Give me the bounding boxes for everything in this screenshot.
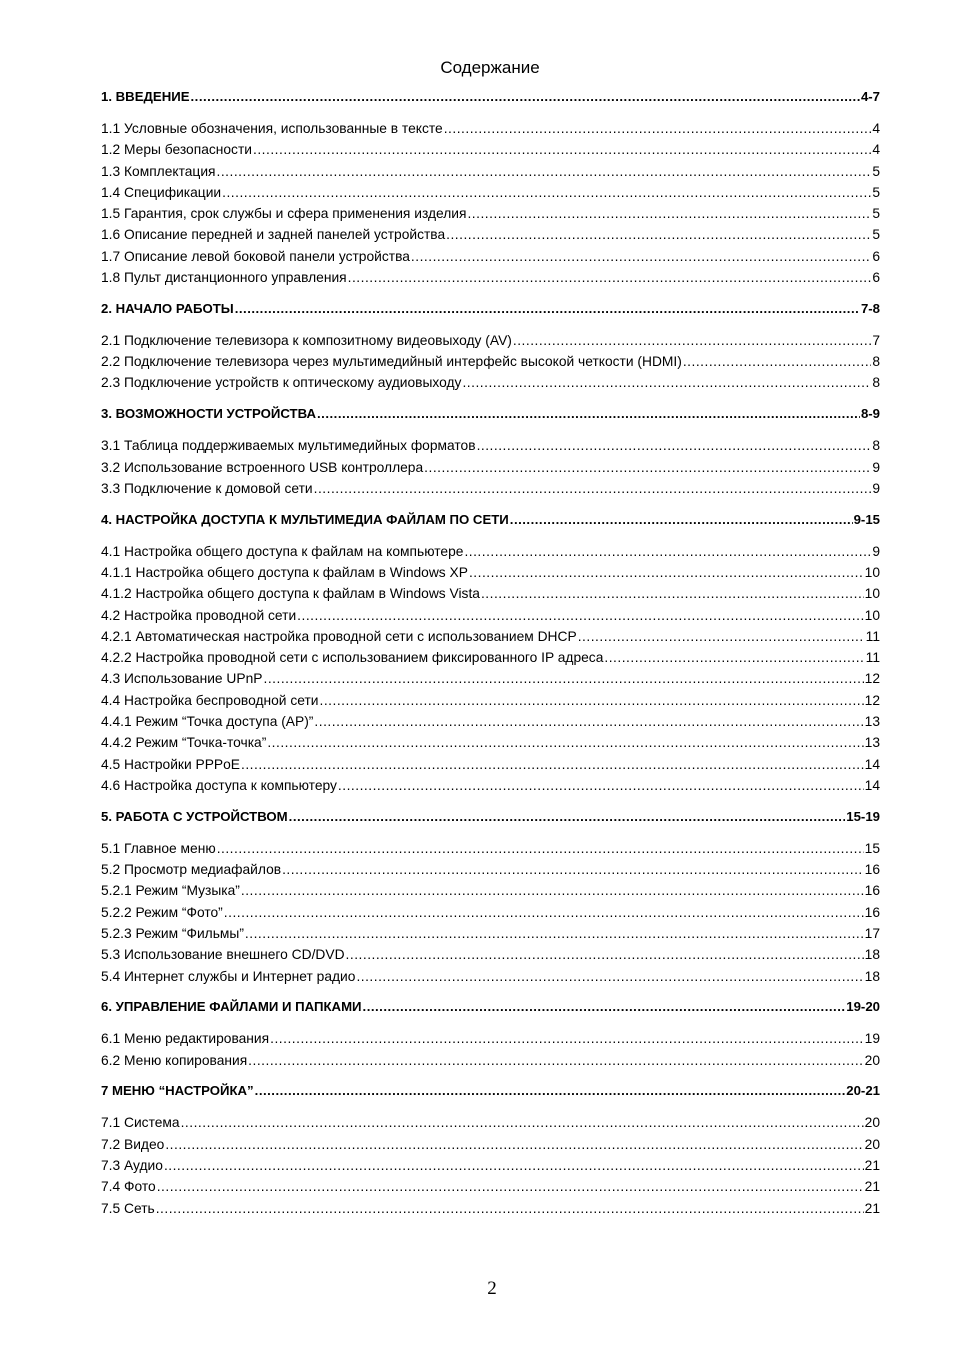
toc-entry-page: 16 xyxy=(864,883,880,899)
toc-entry-page: 6 xyxy=(872,270,880,286)
toc-entry-page: 6 xyxy=(872,248,880,264)
page-number: 2 xyxy=(487,1278,497,1299)
toc-leader-dots xyxy=(411,246,871,267)
toc-entry[interactable] xyxy=(101,203,880,224)
toc-section-heading[interactable] xyxy=(101,298,880,319)
toc-entry[interactable] xyxy=(101,224,880,245)
toc-entry-text: 2.2 Подключение телевизора через мультимедийный интерфейс высокой четкости (HDMI) xyxy=(101,354,682,370)
toc-section xyxy=(101,1080,880,1218)
toc-entry-page: 20 xyxy=(864,1052,880,1068)
toc-leader-dots xyxy=(578,626,865,647)
toc-heading-text: 5. РАБОТА С УСТРОЙСТВОМ xyxy=(101,808,288,824)
toc-entry-page: 18 xyxy=(864,947,880,963)
toc-leader-dots xyxy=(156,1198,864,1219)
toc-entry[interactable] xyxy=(101,351,880,372)
toc-leader-dots xyxy=(424,457,871,478)
toc-entry[interactable] xyxy=(101,1050,880,1071)
toc-entry-page: 14 xyxy=(864,756,880,772)
toc-entry-page: 4 xyxy=(872,121,880,136)
toc-entry-page: 8 xyxy=(872,438,880,454)
toc-leader-dots xyxy=(363,996,846,1017)
toc-leader-dots xyxy=(289,806,846,827)
toc-entry-page: 20 xyxy=(864,1115,880,1131)
toc-entry-text: 5.2.3 Режим “Фильмы” xyxy=(101,925,244,941)
toc-leader-dots xyxy=(469,562,864,583)
toc-entry-text: 3.2 Использование встроенного USB контроллера xyxy=(101,459,424,475)
toc-entry-page: 13 xyxy=(864,714,880,730)
toc-entry-text: 4.2 Настройка проводной сети xyxy=(101,607,297,623)
toc-entry-text: 5.3 Использование внешнего CD/DVD xyxy=(101,947,345,963)
toc-entry[interactable] xyxy=(101,732,880,753)
toc-leader-dots xyxy=(444,118,872,139)
toc-entry-text: 1.1 Условные обозначения, использованные в тексте xyxy=(101,121,443,136)
toc-heading-pages: 15-19 xyxy=(846,808,880,824)
toc-leader-dots xyxy=(181,1112,864,1133)
toc-entry-page: 5 xyxy=(872,184,880,200)
toc-entry[interactable] xyxy=(101,859,880,880)
toc-entry[interactable] xyxy=(101,478,880,499)
toc-section xyxy=(101,86,880,288)
toc-section-heading[interactable] xyxy=(101,509,880,530)
toc-entry-page: 14 xyxy=(864,777,880,793)
toc-entry[interactable] xyxy=(101,923,880,944)
toc-entry-text: 5.2.2 Режим “Фото” xyxy=(101,904,223,920)
toc-leader-dots xyxy=(338,775,864,796)
toc-entry-text: 3.1 Таблица поддерживаемых мультимедийных форматов xyxy=(101,438,476,454)
toc-entry-page: 9 xyxy=(872,543,880,559)
toc-entry-text: 5.1 Главное меню xyxy=(101,840,216,856)
toc-entry[interactable] xyxy=(101,457,880,478)
table-of-contents xyxy=(101,86,880,1228)
toc-entry-text: 4.4.1 Режим “Точка доступа (AP)” xyxy=(101,714,314,730)
toc-entry[interactable] xyxy=(101,902,880,923)
toc-entry-page: 7 xyxy=(872,332,880,348)
toc-entry-text: 5.2.1 Режим “Музыка” xyxy=(101,883,240,899)
toc-leader-dots xyxy=(282,859,864,880)
toc-leader-dots xyxy=(481,583,864,604)
toc-entry-page: 19 xyxy=(864,1031,880,1047)
toc-entry-text: 5.2 Просмотр медиафайлов xyxy=(101,862,282,878)
toc-entry-text: 4.3 Использование UPnP xyxy=(101,671,263,687)
toc-entry[interactable] xyxy=(101,1028,880,1049)
toc-leader-dots xyxy=(222,182,871,203)
toc-leader-dots xyxy=(464,541,871,562)
toc-entry-text: 7.5 Сеть xyxy=(101,1200,155,1216)
toc-leader-dots xyxy=(217,161,872,182)
toc-entry-text: 3.3 Подключение к домовой сети xyxy=(101,480,313,496)
toc-entry[interactable] xyxy=(101,541,880,562)
toc-entry-page: 21 xyxy=(864,1157,880,1173)
toc-entry[interactable] xyxy=(101,118,880,139)
toc-entry-text: 4.4 Настройка беспроводной сети xyxy=(101,692,319,708)
toc-entry-page: 10 xyxy=(864,586,880,602)
toc-leader-dots xyxy=(314,711,863,732)
toc-entry-text: 1.7 Описание левой боковой панели устройства xyxy=(101,248,410,264)
toc-entry-page: 21 xyxy=(864,1200,880,1216)
toc-entry[interactable] xyxy=(101,139,880,160)
toc-entry-text: 2.1 Подключение телевизора к композитному видеовыходу (AV) xyxy=(101,332,512,348)
toc-heading-pages: 4-7 xyxy=(860,89,880,104)
toc-entry[interactable] xyxy=(101,1112,880,1133)
toc-leader-dots xyxy=(235,298,860,319)
toc-leader-dots xyxy=(319,690,863,711)
toc-entry-text: 4.1.2 Настройка общего доступа к файлам в Windows Vista xyxy=(101,586,480,602)
toc-entry-page: 16 xyxy=(864,904,880,920)
toc-leader-dots xyxy=(241,754,864,775)
toc-entry-page: 8 xyxy=(872,375,880,391)
toc-leader-dots xyxy=(245,923,864,944)
toc-entry[interactable] xyxy=(101,754,880,775)
toc-leader-dots xyxy=(513,330,871,351)
toc-leader-dots xyxy=(510,509,853,530)
toc-entry-page: 11 xyxy=(865,628,880,644)
toc-heading-pages: 20-21 xyxy=(846,1083,880,1099)
toc-entry-text: 1.5 Гарантия, срок службы и сфера применения изделия xyxy=(101,206,467,222)
toc-leader-dots xyxy=(157,1176,864,1197)
toc-leader-dots xyxy=(217,838,864,859)
toc-entry-text: 1.2 Меры безопасности xyxy=(101,142,252,158)
toc-entry-page: 18 xyxy=(864,968,880,984)
toc-entry[interactable] xyxy=(101,161,880,182)
toc-entry[interactable] xyxy=(101,690,880,711)
toc-entry-text: 4.1 Настройка общего доступа к файлам на компьютере xyxy=(101,543,464,559)
toc-section-heading[interactable] xyxy=(101,806,880,827)
toc-section-heading[interactable] xyxy=(101,403,880,424)
toc-leader-dots xyxy=(267,732,863,753)
toc-entry-page: 9 xyxy=(872,459,880,475)
toc-entry-text: 4.6 Настройка доступа к компьютеру xyxy=(101,777,337,793)
toc-entry-page: 5 xyxy=(872,227,880,243)
toc-section xyxy=(101,806,880,987)
toc-leader-dots xyxy=(467,203,871,224)
page-title: Содержание xyxy=(440,58,540,77)
toc-entry[interactable] xyxy=(101,1155,880,1176)
toc-entry[interactable] xyxy=(101,711,880,732)
toc-entry-page: 10 xyxy=(864,564,880,580)
toc-heading-pages: 8-9 xyxy=(860,406,880,422)
toc-leader-dots xyxy=(255,1080,846,1101)
toc-entry[interactable] xyxy=(101,562,880,583)
toc-entry[interactable] xyxy=(101,668,880,689)
toc-leader-dots xyxy=(462,372,871,393)
toc-leader-dots xyxy=(356,966,863,987)
toc-entry-page: 4 xyxy=(872,142,880,158)
toc-section xyxy=(101,509,880,797)
toc-entry[interactable] xyxy=(101,1134,880,1155)
toc-leader-dots xyxy=(253,139,871,160)
toc-entry[interactable] xyxy=(101,246,880,267)
toc-leader-dots xyxy=(348,267,872,288)
toc-entry-text: 5.4 Интернет службы и Интернет радио xyxy=(101,968,356,984)
toc-section-heading[interactable] xyxy=(101,996,880,1017)
toc-entry-page: 13 xyxy=(864,735,880,751)
toc-entry-page: 20 xyxy=(864,1136,880,1152)
toc-leader-dots xyxy=(683,351,871,372)
toc-entry[interactable] xyxy=(101,1198,880,1219)
toc-entry-text: 4.1.1 Настройка общего доступа к файлам в Windows XP xyxy=(101,564,468,580)
toc-entry-page: 8 xyxy=(872,354,880,370)
toc-leader-dots xyxy=(604,647,864,668)
toc-entry[interactable] xyxy=(101,966,880,987)
toc-entry[interactable] xyxy=(101,775,880,796)
toc-entry-text: 4.2.2 Настройка проводной сети с использованием фиксированного IP адреса xyxy=(101,650,604,666)
toc-heading-text: 4. НАСТРОЙКА ДОСТУПА К МУЛЬТИМЕДИА ФАЙЛАМ ПО СЕТИ xyxy=(101,511,509,527)
toc-entry[interactable] xyxy=(101,372,880,393)
toc-heading-pages: 7-8 xyxy=(860,300,880,316)
toc-entry-page: 15 xyxy=(864,840,880,856)
toc-leader-dots xyxy=(346,944,864,965)
toc-leader-dots xyxy=(317,403,860,424)
toc-heading-text: 1. ВВЕДЕНИЕ xyxy=(101,89,190,104)
toc-entry[interactable] xyxy=(101,267,880,288)
toc-section xyxy=(101,996,880,1071)
toc-entry[interactable] xyxy=(101,880,880,901)
toc-leader-dots xyxy=(164,1155,864,1176)
toc-entry-page: 9 xyxy=(872,480,880,496)
toc-entry-page: 12 xyxy=(864,671,880,687)
toc-entry[interactable] xyxy=(101,1176,880,1197)
toc-leader-dots xyxy=(314,478,872,499)
toc-entry-page: 12 xyxy=(864,692,880,708)
toc-section-heading[interactable] xyxy=(101,86,880,107)
toc-leader-dots xyxy=(297,605,863,626)
toc-entry[interactable] xyxy=(101,182,880,203)
toc-entry-page: 10 xyxy=(864,607,880,623)
toc-entry[interactable] xyxy=(101,330,880,351)
toc-entry-text: 4.5 Настройки PPPoE xyxy=(101,756,240,772)
toc-leader-dots xyxy=(248,1050,863,1071)
toc-entry[interactable] xyxy=(101,647,880,668)
toc-entry-text: 7.1 Система xyxy=(101,1115,180,1131)
toc-leader-dots xyxy=(446,224,871,245)
toc-entry[interactable] xyxy=(101,944,880,965)
toc-section xyxy=(101,298,880,394)
toc-entry-text: 1.6 Описание передней и задней панелей устройства xyxy=(101,227,446,243)
toc-heading-text: 3. ВОЗМОЖНОСТИ УСТРОЙСТВА xyxy=(101,406,316,422)
toc-entry-text: 7.3 Аудио xyxy=(101,1157,163,1173)
toc-entry-text: 4.2.1 Автоматическая настройка проводной сети с использованием DHCP xyxy=(101,628,577,644)
toc-entry-text: 4.4.2 Режим “Точка-точка” xyxy=(101,735,267,751)
toc-entry[interactable] xyxy=(101,838,880,859)
toc-entry[interactable] xyxy=(101,435,880,456)
toc-heading-text: 6. УПРАВЛЕНИЕ ФАЙЛАМИ И ПАПКАМИ xyxy=(101,999,362,1015)
toc-section-heading[interactable] xyxy=(101,1080,880,1101)
toc-heading-text: 7 МЕНЮ “НАСТРОЙКА” xyxy=(101,1083,254,1099)
toc-entry-page: 5 xyxy=(872,206,880,222)
toc-leader-dots xyxy=(477,435,872,456)
toc-entry-text: 2.3 Подключение устройств к оптическому аудиовыходу xyxy=(101,375,462,391)
toc-heading-text: 2. НАЧАЛО РАБОТЫ xyxy=(101,300,234,316)
toc-entry-text: 7.4 Фото xyxy=(101,1179,156,1195)
toc-leader-dots xyxy=(191,86,860,107)
toc-leader-dots xyxy=(270,1028,864,1049)
toc-entry-text: 1.4 Спецификации xyxy=(101,184,222,200)
toc-heading-pages: 19-20 xyxy=(846,999,880,1015)
toc-entry-page: 17 xyxy=(864,925,880,941)
toc-entry-text: 1.8 Пульт дистанционного управления xyxy=(101,270,347,286)
toc-entry[interactable] xyxy=(101,605,880,626)
toc-entry-text: 7.2 Видео xyxy=(101,1136,165,1152)
toc-entry[interactable] xyxy=(101,583,880,604)
toc-entry-page: 21 xyxy=(864,1179,880,1195)
toc-leader-dots xyxy=(241,880,864,901)
toc-entry-text: 6.1 Меню редактирования xyxy=(101,1031,270,1047)
toc-leader-dots xyxy=(224,902,864,923)
toc-leader-dots xyxy=(165,1134,863,1155)
toc-entry-page: 11 xyxy=(865,650,880,666)
toc-entry-text: 1.3 Комплектация xyxy=(101,163,216,179)
toc-leader-dots xyxy=(263,668,863,689)
toc-entry-page: 5 xyxy=(872,163,880,179)
toc-heading-pages: 9-15 xyxy=(853,511,880,527)
toc-section xyxy=(101,403,880,499)
toc-entry-page: 16 xyxy=(864,862,880,878)
toc-entry[interactable] xyxy=(101,626,880,647)
toc-entry-text: 6.2 Меню копирования xyxy=(101,1052,248,1068)
